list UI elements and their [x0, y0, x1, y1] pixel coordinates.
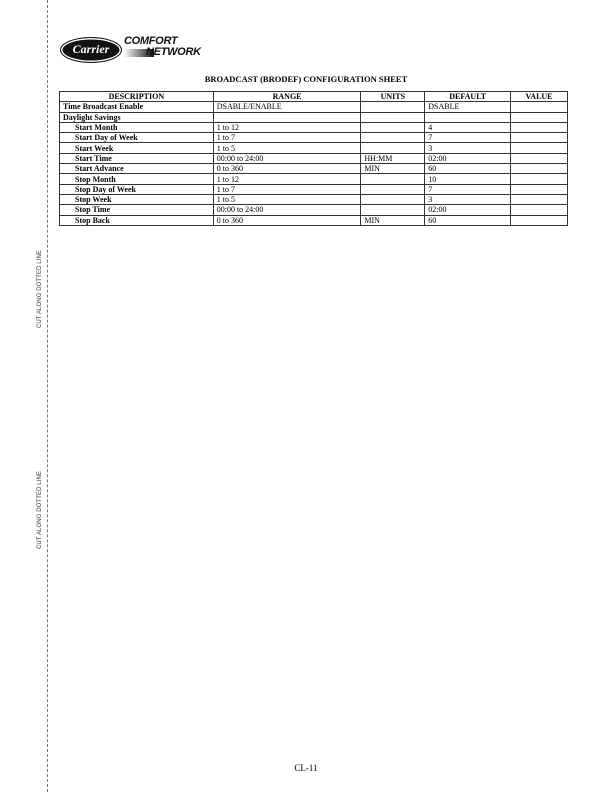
cell-description: Start Week — [60, 143, 214, 153]
table-row — [60, 112, 568, 122]
configuration-table — [59, 91, 568, 226]
table-row — [60, 205, 568, 215]
table-row — [60, 153, 568, 163]
cell-description: Start Advance — [60, 164, 214, 174]
cell-range: 0 to 360 — [213, 215, 361, 225]
table-row — [60, 215, 568, 225]
cell-value[interactable] — [511, 215, 568, 225]
header-description: DESCRIPTION — [60, 92, 214, 102]
cell-units — [361, 122, 425, 132]
cell-default: 60 — [425, 215, 511, 225]
cell-range: 00:00 to 24:00 — [213, 153, 361, 163]
cell-units — [361, 205, 425, 215]
cell-default: 02:00 — [425, 205, 511, 215]
cell-units: MIN — [361, 215, 425, 225]
cell-default: 02:00 — [425, 153, 511, 163]
cell-range: 00:00 to 24:00 — [213, 205, 361, 215]
cell-units — [361, 174, 425, 184]
cell-range: DSABLE/ENABLE — [213, 102, 361, 112]
cell-units — [361, 102, 425, 112]
cell-value[interactable] — [511, 153, 568, 163]
cell-value[interactable] — [511, 184, 568, 194]
cell-default: 3 — [425, 143, 511, 153]
cell-range: 1 to 5 — [213, 194, 361, 204]
cell-default: DSABLE — [425, 102, 511, 112]
cell-range: 1 to 12 — [213, 174, 361, 184]
carrier-comfort-network-logo — [60, 35, 220, 65]
cell-description: Stop Day of Week — [60, 184, 214, 194]
table-row — [60, 143, 568, 153]
cell-default — [425, 112, 511, 122]
cut-dotted-line — [47, 0, 48, 792]
cell-value[interactable] — [511, 133, 568, 143]
cell-units: MIN — [361, 164, 425, 174]
cut-line-label: CUT ALONG DOTTED LINE — [37, 470, 43, 549]
logo-network-text: NETWORK — [146, 46, 201, 58]
table-row — [60, 122, 568, 132]
cell-value[interactable] — [511, 205, 568, 215]
table-header-row — [60, 92, 568, 102]
cell-range — [213, 112, 361, 122]
cell-value[interactable] — [511, 122, 568, 132]
header-default: DEFAULT — [425, 92, 511, 102]
cell-description: Start Day of Week — [60, 133, 214, 143]
cell-description: Stop Month — [60, 174, 214, 184]
cell-default: 7 — [425, 184, 511, 194]
cell-units — [361, 143, 425, 153]
cell-units — [361, 112, 425, 122]
cell-value[interactable] — [511, 174, 568, 184]
cell-value[interactable] — [511, 194, 568, 204]
cell-description: Stop Week — [60, 194, 214, 204]
cell-range: 1 to 12 — [213, 122, 361, 132]
header-value: VALUE — [511, 92, 568, 102]
cell-default: 3 — [425, 194, 511, 204]
cell-description: Start Time — [60, 153, 214, 163]
cell-description: Time Broadcast Enable — [60, 102, 214, 112]
cell-range: 1 to 7 — [213, 133, 361, 143]
cell-description: Stop Back — [60, 215, 214, 225]
header-range: RANGE — [213, 92, 361, 102]
cell-default: 7 — [425, 133, 511, 143]
cell-default: 60 — [425, 164, 511, 174]
cell-value[interactable] — [511, 143, 568, 153]
cell-value[interactable] — [511, 102, 568, 112]
table-row — [60, 174, 568, 184]
cell-default: 4 — [425, 122, 511, 132]
table-row — [60, 164, 568, 174]
logo-comfort-text: COMFORT — [124, 35, 178, 47]
logo-brand-text: Carrier — [72, 42, 110, 56]
cell-value[interactable] — [511, 164, 568, 174]
cell-default: 10 — [425, 174, 511, 184]
cell-units: HH:MM — [361, 153, 425, 163]
cell-range: 0 to 360 — [213, 164, 361, 174]
table-row — [60, 102, 568, 112]
cut-line-label: CUT ALONG DOTTED LINE — [37, 249, 43, 328]
table-row — [60, 133, 568, 143]
cell-description: Daylight Savings — [60, 112, 214, 122]
cell-range: 1 to 5 — [213, 143, 361, 153]
page-number: CL-11 — [294, 763, 318, 773]
cell-description: Start Month — [60, 122, 214, 132]
cell-value[interactable] — [511, 112, 568, 122]
cell-range: 1 to 7 — [213, 184, 361, 194]
carrier-oval-logo — [60, 37, 122, 63]
sheet-title: BROADCAST (BRODEF) CONFIGURATION SHEET — [204, 74, 408, 84]
cell-units — [361, 184, 425, 194]
cell-units — [361, 194, 425, 204]
table-row — [60, 194, 568, 204]
table-row — [60, 184, 568, 194]
cell-units — [361, 133, 425, 143]
cell-description: Stop Time — [60, 205, 214, 215]
header-units: UNITS — [361, 92, 425, 102]
